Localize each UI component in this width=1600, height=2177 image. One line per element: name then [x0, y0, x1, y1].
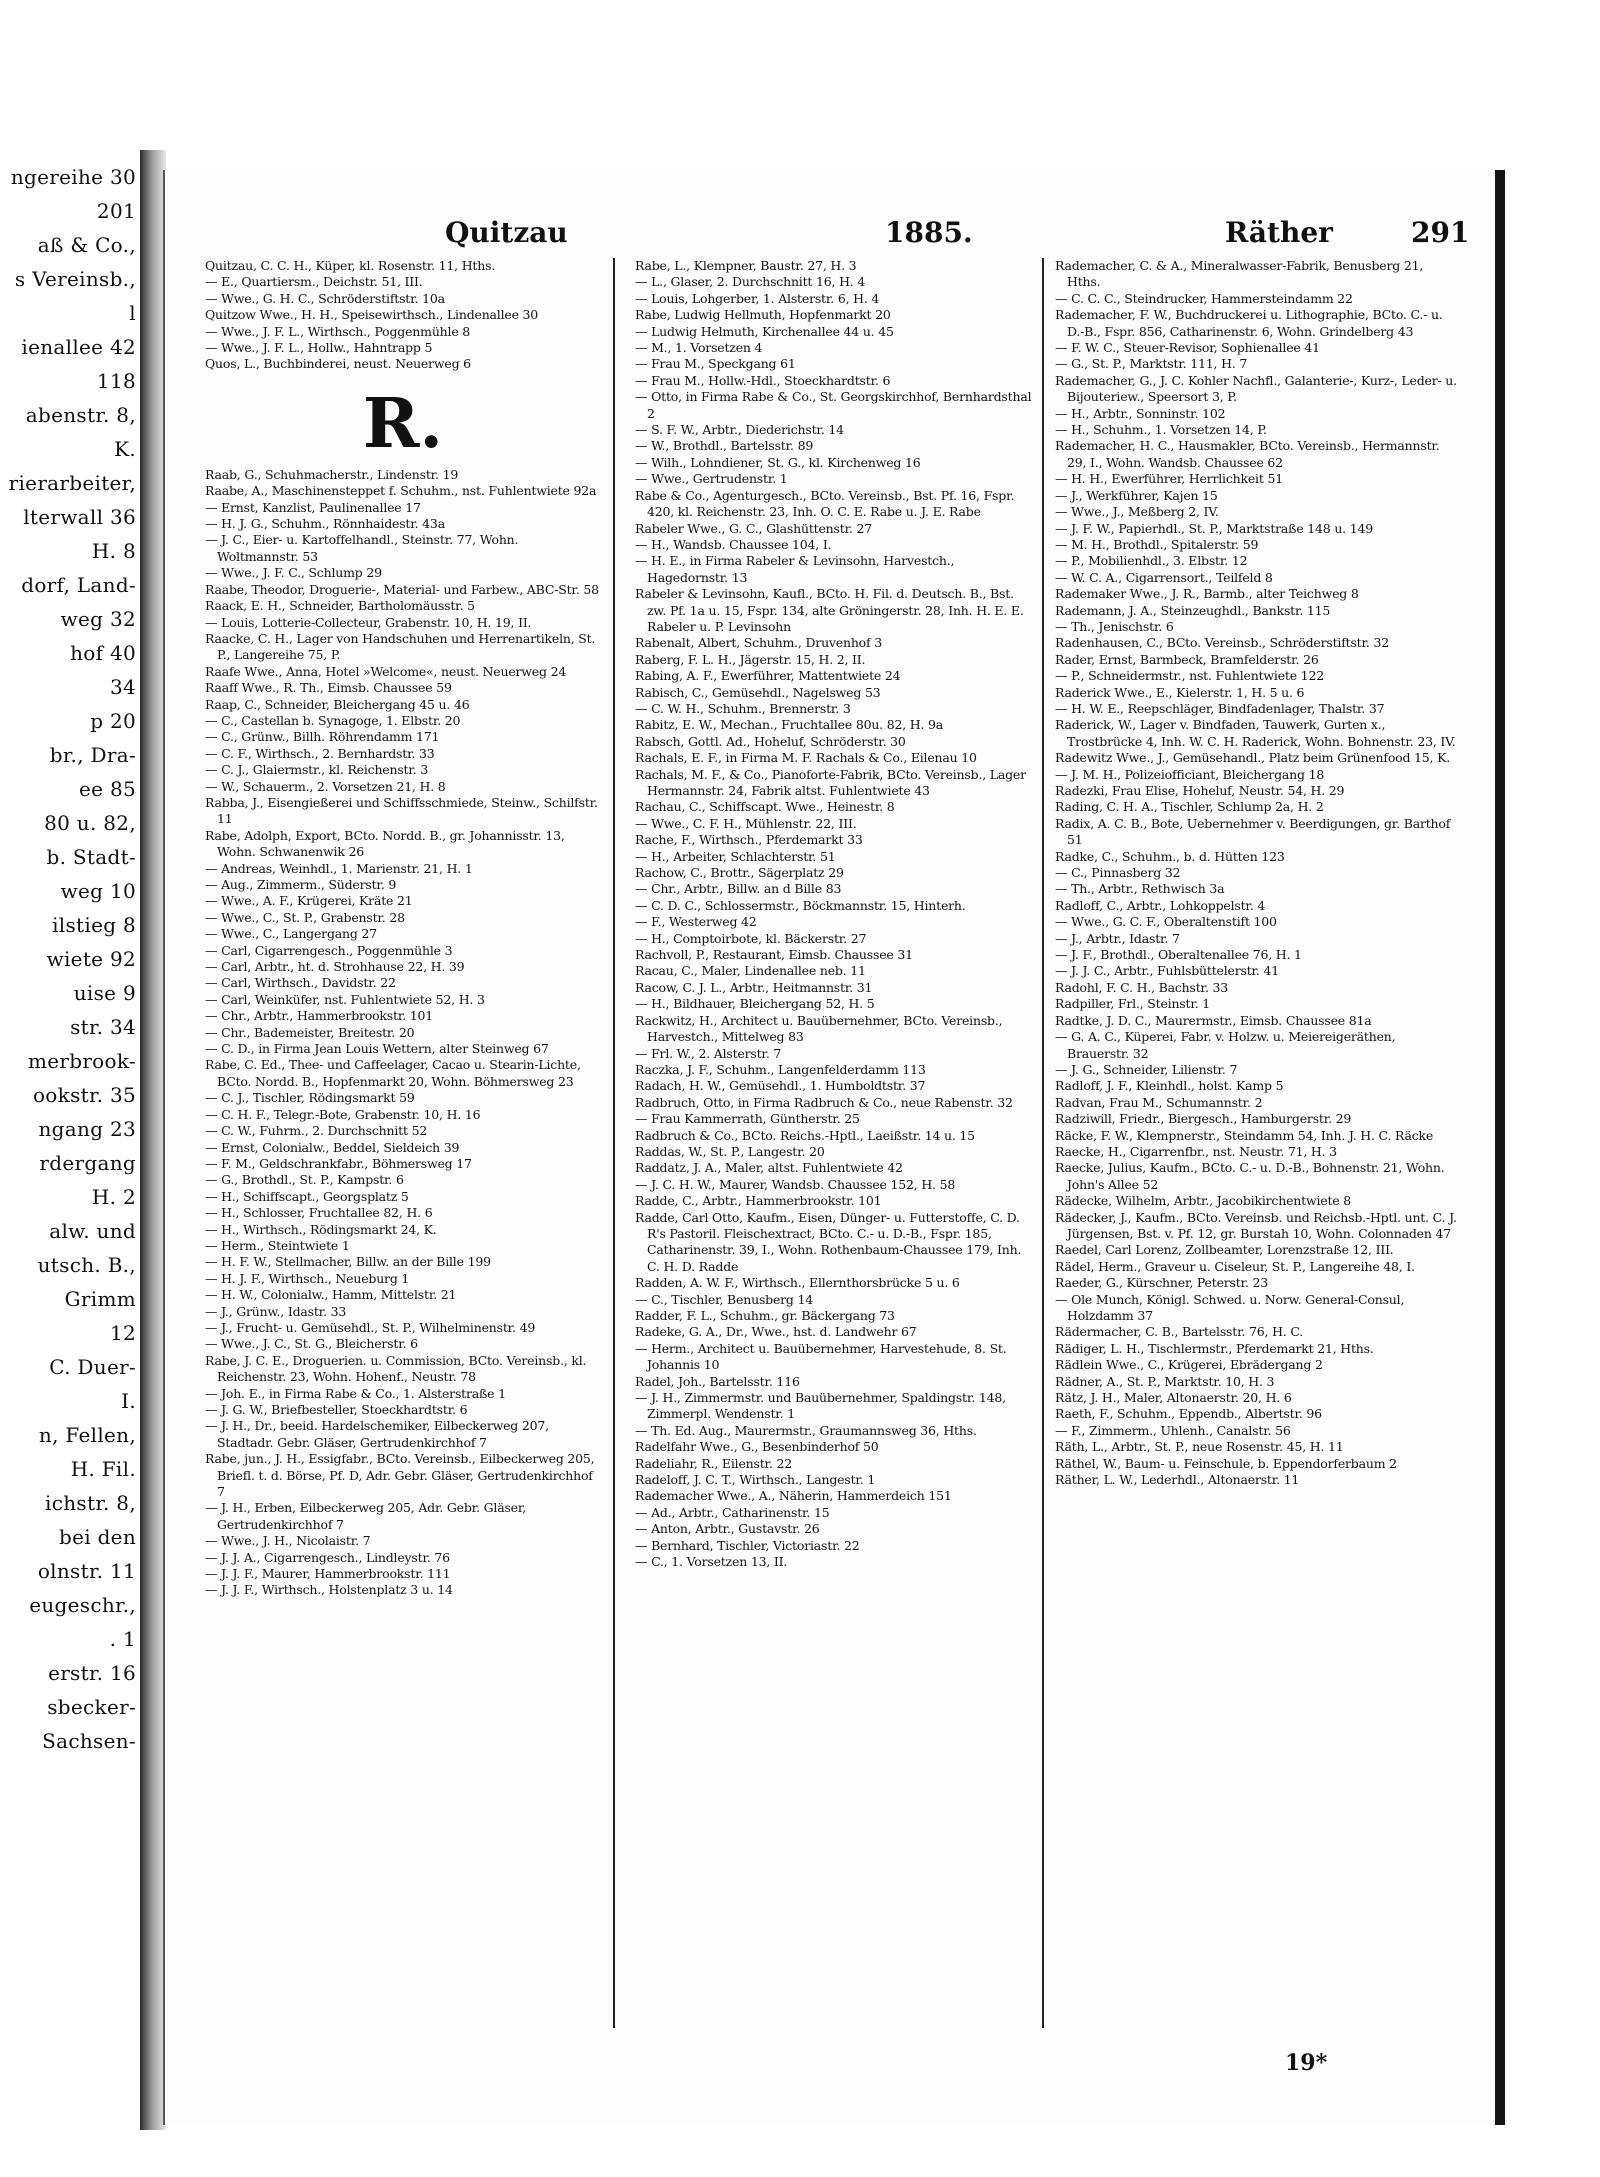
left-page-line: erstr. 16: [48, 1661, 136, 1685]
left-page-line: ilstieg 8: [52, 913, 136, 937]
directory-entry: Rabsch, Gottl. Ad., Hoheluf, Schröderstr. 30: [635, 733, 906, 749]
directory-entry: Quitzow Wwe., H. H., Speisewirthsch., Lindenallee 30: [205, 307, 539, 323]
directory-entry: Rabenalt, Albert, Schuhm., Druvenhof 3: [635, 635, 882, 651]
directory-entry: — H. E., in Firma Rabeler & Levinsohn, Harvestch., Hagedornstr. 13: [635, 553, 955, 585]
left-page-line: I.: [121, 1389, 136, 1413]
directory-entry: Radel, Joh., Bartelsstr. 116: [635, 1373, 800, 1389]
directory-entry: Radach, H. W., Gemüsehdl., 1. Humboldtstr. 37: [635, 1078, 926, 1094]
directory-entry: — H., Wirthsch., Rödingsmarkt 24, K.: [205, 1221, 437, 1237]
directory-entry: Rabeler Wwe., G. C., Glashüttenstr. 27: [635, 520, 873, 536]
directory-entry: Quos, L., Buchbinderei, neust. Neuerweg 6: [205, 356, 471, 372]
directory-entry: — Th. Ed. Aug., Maurermstr., Graumannsweg 36, Hths.: [635, 1422, 977, 1438]
left-page-line: wiete 92: [46, 947, 136, 971]
directory-entry: Raaff Wwe., R. Th., Eimsb. Chaussee 59: [205, 680, 452, 696]
directory-entry: Rademacher, H. C., Hausmakler, BCto. Vereinsb., Hermannstr. 29, I., Wohn. Wandsb. Chaussee 62: [1055, 438, 1440, 470]
directory-entry: — Chr., Arbtr., Billw. an d Bille 83: [635, 881, 842, 897]
directory-entry: Rädecke, Wilhelm, Arbtr., Jacobikirchentwiete 8: [1055, 1193, 1351, 1209]
directory-entry: — M. H., Brothdl., Spitalerstr. 59: [1055, 536, 1259, 552]
directory-entry: — H. W., Colonialw., Hamm, Mittelstr. 21: [205, 1287, 457, 1303]
left-page-fragment: [0, 160, 146, 2120]
directory-entry: — J. J. C., Arbtr., Fuhlsbüttelerstr. 41: [1055, 963, 1279, 979]
left-page-line: l: [129, 301, 136, 325]
directory-entry: Rackwitz, H., Architect u. Bauübernehmer, BCto. Vereinsb., Harvestch., Mittelweg 83: [635, 1012, 1003, 1045]
directory-entry: — Louis, Lotterie-Collecteur, Grabenstr. 10, H. 19, II.: [205, 614, 532, 630]
directory-entry: Radpiller, Frl., Steinstr. 1: [1055, 996, 1211, 1012]
directory-entry: Raabe, Theodor, Droguerie-, Material- und Farbew., ABC-Str. 58: [205, 581, 599, 597]
directory-entry: — F. W. C., Steuer-Revisor, Sophienallee 41: [1055, 340, 1320, 356]
left-page-line: Sachsen-: [42, 1729, 136, 1753]
directory-entry: — Wilh., Lohndiener, St. G., kl. Kirchenweg 16: [635, 454, 921, 470]
left-page-line: ngang 23: [38, 1117, 136, 1141]
directory-entry: — J., Frucht- u. Gemüsehdl., St. P., Wilhelminenstr. 49: [205, 1319, 536, 1335]
directory-entry: Raczka, J. F., Schuhm., Langenfelderdamm 113: [635, 1061, 926, 1077]
directory-entry: Radewitz Wwe., J., Gemüsehandl., Platz beim Grünenfood 15, K.: [1055, 750, 1451, 766]
directory-entry: Rabeler & Levinsohn, Kaufl., BCto. H. Fil. d. Deutsch. B., Bst. zw. Pf. 1a u. 15, Fspr. 134, alte Gröningerstr. 28, Inh. H. E. E. Rabeler u. P. Levinsohn: [635, 586, 1024, 634]
left-page-line: dorf, Land-: [21, 573, 136, 597]
directory-entry: Rätz, J. H., Maler, Altonaerstr. 20, H. 6: [1055, 1390, 1292, 1406]
directory-entry: — Wwe., C. F. H., Mühlenstr. 22, III.: [635, 815, 857, 831]
section-letter: R.: [362, 383, 444, 464]
directory-entry: Radbruch & Co., BCto. Reichs.-Hptl., Laeißstr. 14 u. 15: [635, 1127, 975, 1143]
directory-entry: Rädlein Wwe., C., Krügerei, Ebrädergang 2: [1055, 1357, 1323, 1373]
directory-entry: Rädiger, L. H., Tischlermstr., Pferdemarkt 21, Hths.: [1055, 1340, 1374, 1356]
directory-entry: Radloff, J. F., Kleinhdl., holst. Kamp 5: [1055, 1078, 1284, 1094]
directory-entry: — Andreas, Weinhdl., 1. Marienstr. 21, H. 1: [205, 860, 473, 876]
directory-entry: — Frau M., Speckgang 61: [635, 356, 796, 372]
directory-entry: Rademacher, C. & A., Mineralwasser-Fabrik, Benusberg 21, Hths.: [1055, 258, 1424, 290]
directory-entry: — C., Tischler, Benusberg 14: [635, 1291, 814, 1307]
left-page-line: 118: [96, 369, 136, 393]
directory-entry: Radder, F. L., Schuhm., gr. Bäckergang 73: [635, 1308, 895, 1323]
directory-entry: — J. J. A., Cigarrengesch., Lindleystr. 76: [205, 1549, 450, 1565]
directory-entry: Raap, C., Schneider, Bleichergang 45 u. 46: [205, 696, 470, 712]
directory-entry: — Frau Kammerrath, Güntherstr. 25: [635, 1111, 860, 1127]
directory-entry: Raderick, W., Lager v. Bindfaden, Tauwerk, Gurten x., Trostbrücke 4, Inh. W. C. H. Raderick, Wohn. Bohnenstr. 23, IV.: [1055, 717, 1456, 749]
directory-entry: — H., Schuhm., 1. Vorsetzen 14, P.: [1055, 422, 1267, 438]
directory-entry: Radix, A. C. B., Bote, Uebernehmer v. Beerdigungen, gr. Barthof 51: [1055, 815, 1451, 848]
directory-entry: Radke, C., Schuhm., b. d. Hütten 123: [1055, 848, 1285, 864]
directory-entry: Rabe & Co., Agenturgesch., BCto. Vereinsb., Bst. Pf. 16, Fspr. 420, kl. Reichenstr. 23, Inh. O. C. E. Rabe u. J. E. Rabe: [635, 487, 1015, 520]
directory-entry: Radloff, C., Arbtr., Lohkoppelstr. 4: [1055, 897, 1266, 913]
directory-entry: Rachau, C., Schiffscapt. Wwe., Heinestr. 8: [635, 799, 895, 815]
directory-entry: Radezki, Frau Elise, Hoheluf, Neustr. 54, H. 29: [1055, 783, 1345, 798]
left-page-line: rdergang: [39, 1151, 136, 1175]
directory-entry: Radden, A. W. F., Wirthsch., Ellernthorsbrücke 5 u. 6: [635, 1275, 960, 1291]
directory-entry: — Frl. W., 2. Alsterstr. 7: [635, 1045, 782, 1061]
directory-entry: Rabba, J., Eisengießerei und Schiffsschmiede, Steinw., Schilfstr. 11: [205, 794, 598, 827]
left-page-line: abenstr. 8,: [25, 403, 136, 427]
directory-entry: — H. J. G., Schuhm., Rönnhaidestr. 43a: [205, 516, 445, 532]
directory-entry: Rabing, A. F., Ewerführer, Mattentwiete 24: [635, 668, 901, 684]
directory-entry: — H., Arbeiter, Schlachterstr. 51: [635, 848, 836, 864]
directory-entry: — J. J. F., Maurer, Hammerbrookstr. 111: [205, 1566, 451, 1582]
directory-entry: Raedel, Carl Lorenz, Zollbeamter, Lorenzstraße 12, III.: [1055, 1242, 1394, 1258]
directory-entry: — Chr., Arbtr., Hammerbrookstr. 101: [205, 1008, 434, 1024]
column-2: [635, 258, 1033, 2058]
directory-entry: Radelfahr Wwe., G., Besenbinderhof 50: [635, 1439, 879, 1455]
left-page-line: H. 8: [91, 539, 136, 563]
directory-entry: Räthel, W., Baum- u. Feinschule, b. Eppendorferbaum 2: [1055, 1455, 1397, 1471]
directory-entry: Radde, Carl Otto, Kaufm., Eisen, Dünger- u. Futterstoffe, C. D. R's Pastoril. Fleischextract, BCto. C.- u. D.-B., Fspr. 185, Catharinenstr. 39, I., Wohn. Rothenbaum-Chaussee 179, Inh. C. H. D. Radde: [635, 1209, 1022, 1274]
directory-entry: Radeloff, J. C. T., Wirthsch., Langestr. 1: [635, 1472, 876, 1488]
directory-entry: — H., Wandsb. Chaussee 104, I.: [635, 536, 832, 552]
left-page-line: ngereihe 30: [10, 165, 136, 189]
directory-entry: Radziwill, Friedr., Biergesch., Hamburgerstr. 29: [1055, 1111, 1352, 1127]
directory-entry: — W., Brothdl., Bartelsstr. 89: [635, 438, 814, 454]
directory-entry: — Herm., Steintwiete 1: [205, 1237, 350, 1253]
directory-entry: — C. D., in Firma Jean Louis Wettern, alter Steinweg 67: [205, 1041, 549, 1057]
column-divider: [1042, 258, 1044, 2028]
directory-entry: — Aug., Zimmerm., Süderstr. 9: [205, 877, 397, 892]
left-page-line: weg 10: [60, 879, 136, 903]
directory-entry: — H., Arbtr., Sonninstr. 102: [1055, 405, 1226, 421]
directory-entry: — C., Castellan b. Synagoge, 1. Elbstr. 20: [205, 712, 461, 728]
directory-entry: Raab, G., Schuhmacherstr., Lindenstr. 19: [205, 466, 459, 482]
directory-entry: — P., Mobilienhdl., 3. Elbstr. 12: [1055, 553, 1248, 569]
column-1: [205, 258, 601, 2058]
directory-entry: Radenhausen, C., BCto. Vereinsb., Schröderstiftstr. 32: [1055, 635, 1389, 651]
directory-entry: Raack, E. H., Schneider, Bartholomäusstr. 5: [205, 598, 475, 614]
left-page-line: weg 32: [60, 607, 136, 631]
directory-entry: — J. F. W., Papierhdl., St. P., Marktstraße 148 u. 149: [1055, 520, 1373, 536]
directory-entry: Raecke, Julius, Kaufm., BCto. C.- u. D.-B., Bohnenstr. 21, Wohn. John's Allee 52: [1055, 1160, 1445, 1192]
directory-entry: — Wwe., G. C. F., Oberaltenstift 100: [1055, 914, 1277, 930]
left-page-line: b. Stadt-: [46, 845, 136, 869]
directory-entry: Radeliahr, R., Eilenstr. 22: [635, 1455, 792, 1471]
header-year: 1885.: [885, 216, 973, 249]
directory-entry: — Wwe., J. H., Nicolaistr. 7: [205, 1533, 371, 1549]
directory-entry: Rademacher Wwe., A., Näherin, Hammerdeich 151: [635, 1488, 952, 1504]
left-page-line: n, Fellen,: [38, 1423, 136, 1447]
directory-entry: — G., St. P., Marktstr. 111, H. 7: [1055, 356, 1248, 372]
directory-entry: Quitzau, C. C. H., Küper, kl. Rosenstr. 11, Hths.: [205, 258, 496, 273]
directory-entry: — C. J., Tischler, Rödingsmarkt 59: [205, 1090, 415, 1106]
directory-entry: Radohl, F. C. H., Bachstr. 33: [1055, 979, 1229, 995]
directory-entry: — Herm., Architect u. Bauübernehmer, Harvestehude, 8. St. Johannis 10: [635, 1340, 1007, 1373]
directory-entry: — G., Brothdl., St. P., Kampstr. 6: [205, 1172, 404, 1188]
directory-entry: — Wwe., J., Meßberg 2, IV.: [1055, 504, 1219, 520]
directory-entry: — Ernst, Kanzlist, Paulinenallee 17: [205, 499, 421, 515]
directory-entry: — Carl, Arbtr., ht. d. Strohhause 22, H. 39: [205, 959, 465, 975]
directory-entry: Rädecker, J., Kaufm., BCto. Vereinsb. und Reichsb.-Hptl. unt. C. J. Jürgensen, Bst. v. Pf. 12, gr. Burstah 10, Wohn. Colonnaden 47: [1055, 1209, 1457, 1241]
directory-entry: — Th., Arbtr., Rethwisch 3a: [1055, 881, 1225, 897]
directory-entry: — H., Bildhauer, Bleichergang 52, H. 5: [635, 996, 875, 1012]
directory-entry: — H. W. E., Reepschläger, Bindfadenlager, Thalstr. 37: [1055, 700, 1385, 716]
directory-entry: — S. F. W., Arbtr., Diederichstr. 14: [635, 422, 844, 438]
directory-entry: — J. F., Brothdl., Oberaltenallee 76, H. 1: [1055, 947, 1302, 963]
left-page-line: hof 40: [70, 641, 136, 665]
directory-entry: Raafe Wwe., Anna, Hotel »Welcome«, neust. Neuerweg 24: [205, 663, 567, 679]
directory-entry: Räcke, F. W., Klempnerstr., Steindamm 54, Inh. J. H. C. Räcke: [1055, 1127, 1434, 1143]
directory-entry: — C. W. H., Schuhm., Brennerstr. 3: [635, 700, 851, 716]
left-page-line: eugeschr.,: [29, 1593, 136, 1617]
directory-entry: Radtke, J. D. C., Maurermstr., Eimsb. Chaussee 81a: [1055, 1012, 1372, 1028]
directory-entry: Raeth, F., Schuhm., Eppendb., Albertstr. 96: [1055, 1406, 1322, 1422]
directory-entry: Rabe, J. C. E., Droguerien. u. Commission, BCto. Vereinsb., kl. Reichenstr. 23, Wohn. Hohenf., Neustr. 78: [205, 1352, 587, 1385]
directory-entry: — C. H. F., Telegr.-Bote, Grabenstr. 10, H. 16: [205, 1106, 481, 1122]
directory-entry: Rädermacher, C. B., Bartelsstr. 76, H. C.: [1055, 1324, 1304, 1340]
directory-entry: — Ludwig Helmuth, Kirchenallee 44 u. 45: [635, 323, 894, 339]
directory-entry: — H., Comptoirbote, kl. Bäckerstr. 27: [635, 930, 867, 946]
directory-entry: Raabe, A., Maschinensteppet f. Schuhm., nst. Fuhlentwiete 92a: [205, 483, 597, 499]
directory-entry: — J. H., Zimmermstr. und Bauübernehmer, Spaldingstr. 148, Zimmerpl. Wendenstr. 1: [635, 1390, 1006, 1422]
directory-entry: — C. W., Fuhrm., 2. Durchschnitt 52: [205, 1123, 428, 1139]
directory-entry: Rabe, C. Ed., Thee- und Caffeelager, Cacao u. Stearin-Lichte, BCto. Nordd. B., Hopfenmarkt 20, Wohn. Böhmersweg 23: [205, 1057, 581, 1089]
header-right-keyword: Räther: [1225, 216, 1333, 249]
left-page-line: 12: [109, 1321, 136, 1345]
directory-entry: Rademacher, F. W., Buchdruckerei u. Lithographie, BCto. C.- u. D.-B., Fspr. 856, Catharinenstr. 6, Wohn. Grindelberg 43: [1055, 307, 1443, 339]
directory-entry: — Wwe., J. F. L., Hollw., Hahntrapp 5: [205, 340, 433, 356]
directory-entry: — Chr., Bademeister, Breitestr. 20: [205, 1024, 415, 1040]
directory-entry: — J. H., Erben, Eilbeckerweg 205, Adr. Gebr. Gläser, Gertrudenkirchhof 7: [205, 1500, 527, 1532]
directory-entry: Raddatz, J. A., Maler, altst. Fuhlentwiete 42: [635, 1160, 903, 1176]
directory-entry: Rademann, J. A., Steinzeughdl., Bankstr. 115: [1055, 602, 1331, 618]
directory-entry: — Wwe., Gertrudenstr. 1: [635, 471, 788, 487]
left-page-line: utsch. B.,: [37, 1253, 136, 1277]
directory-page: [165, 170, 1505, 2125]
directory-entry: — Wwe., J. F. C., Schlump 29: [205, 565, 382, 581]
directory-entry: — Wwe., A. F., Krügerei, Kräte 21: [205, 893, 413, 909]
directory-entry: — P., Schneidermstr., nst. Fuhlentwiete 122: [1055, 668, 1324, 684]
directory-entry: — H. F. W., Stellmacher, Billw. an der Bille 199: [205, 1254, 491, 1270]
directory-entry: — H. J. F., Wirthsch., Neueburg 1: [205, 1270, 410, 1286]
directory-entry: — Wwe., G. H. C., Schröderstiftstr. 10a: [205, 290, 445, 306]
directory-entry: — G. A. C., Küperei, Fabr. v. Holzw. u. Meiereigeräthen, Brauerstr. 32: [1055, 1029, 1396, 1061]
directory-entry: — Carl, Wirthsch., Davidstr. 22: [205, 975, 396, 991]
left-page-line: aß & Co.,: [37, 233, 136, 257]
directory-entry: Radvan, Frau M., Schumannstr. 2: [1055, 1094, 1263, 1110]
directory-entry: — J. C., Eier- u. Kartoffelhandl., Steinstr. 77, Wohn. Woltmannstr. 53: [205, 532, 519, 564]
left-page-line: C. Duer-: [49, 1355, 136, 1379]
directory-entry: — Anton, Arbtr., Gustavstr. 26: [635, 1521, 820, 1537]
directory-entry: Raderick Wwe., E., Kielerstr. 1, H. 5 u. 6: [1055, 684, 1305, 700]
left-page-line: olnstr. 11: [37, 1559, 136, 1583]
directory-entry: Racau, C., Maler, Lindenallee neb. 11: [635, 963, 866, 979]
column-3: [1055, 258, 1457, 2058]
directory-entry: Raacke, C. H., Lager von Handschuhen und Herrenartikeln, St. P., Langereihe 75, P.: [205, 630, 596, 663]
directory-entry: — E., Quartiersm., Deichstr. 51, III.: [205, 274, 423, 290]
left-page-line: lterwall 36: [23, 505, 136, 529]
directory-entry: — J. H., Dr., beeid. Hardelschemiker, Eilbeckerweg 207, Stadtadr. Gebr. Gläser, Gertrudenkirchhof 7: [205, 1418, 549, 1450]
directory-entry: Rabitz, E. W., Mechan., Fruchtallee 80u. 82, H. 9a: [635, 717, 944, 733]
directory-entry: — Wwe., C., Langergang 27: [205, 926, 377, 942]
directory-entry: — L., Glaser, 2. Durchschnitt 16, H. 4: [635, 274, 866, 290]
left-page-line: bei den: [58, 1525, 136, 1549]
directory-entry: — J. C. H. W., Maurer, Wandsb. Chaussee 152, H. 58: [635, 1176, 956, 1192]
directory-entry: Rademaker Wwe., J. R., Barmb., alter Teichweg 8: [1055, 586, 1359, 602]
directory-entry: — C. F., Wirthsch., 2. Bernhardstr. 33: [205, 745, 435, 761]
directory-entry: — J. G. W., Briefbesteller, Stoeckhardtstr. 6: [205, 1402, 468, 1417]
directory-entry: — J. M. H., Polizeiofficiant, Bleichergang 18: [1055, 766, 1325, 782]
left-page-line: 34: [109, 675, 136, 699]
directory-entry: — H. H., Ewerführer, Herrlichkeit 51: [1055, 471, 1283, 487]
directory-entry: Rabe, Adolph, Export, BCto. Nordd. B., gr. Johannisstr. 13, Wohn. Schwanenwik 26: [205, 827, 565, 860]
directory-entry: Rädner, A., St. P., Marktstr. 10, H. 3: [1055, 1373, 1275, 1389]
directory-entry: — C., 1. Vorsetzen 13, II.: [635, 1554, 788, 1570]
directory-entry: Racow, C. J. L., Arbtr., Heitmannstr. 31: [635, 979, 873, 995]
directory-entry: — Frau M., Hollw.-Hdl., Stoeckhardtstr. 6: [635, 372, 891, 388]
header-left-keyword: Quitzau: [445, 216, 568, 249]
left-page-line: ichstr. 8,: [45, 1491, 136, 1515]
directory-entry: Räth, L., Arbtr., St. P., neue Rosenstr. 45, H. 11: [1055, 1439, 1344, 1455]
directory-entry: Radbruch, Otto, in Firma Radbruch & Co., neue Rabenstr. 32: [635, 1094, 1013, 1110]
left-page-line: s Vereinsb.,: [14, 267, 136, 291]
left-page-line: rierarbeiter,: [8, 471, 136, 495]
signature-mark: 19*: [1285, 2050, 1328, 2076]
directory-entry: Rädel, Herm., Graveur u. Ciseleur, St. P., Langereihe 48, I.: [1055, 1258, 1415, 1274]
left-page-line: ookstr. 35: [32, 1083, 136, 1107]
directory-entry: — W., Schauerm., 2. Vorsetzen 21, H. 8: [205, 778, 446, 794]
left-page-line: H. Fil.: [70, 1457, 136, 1481]
left-page-line: ienallee 42: [21, 335, 136, 359]
left-page-line: Grimm: [64, 1287, 136, 1311]
directory-entry: — J. G., Schneider, Lilienstr. 7: [1055, 1061, 1238, 1077]
page-header: [215, 216, 1475, 256]
directory-entry: — Ole Munch, Königl. Schwed. u. Norw. General-Consul, Holzdamm 37: [1055, 1291, 1405, 1323]
directory-entry: Rachvoll, P., Restaurant, Eimsb. Chaussee 31: [635, 947, 913, 963]
column-divider: [613, 258, 615, 2028]
left-page-line: 201: [96, 199, 136, 223]
left-page-line: 80 u. 82,: [44, 811, 136, 835]
directory-entry: Raeder, G., Kürschner, Peterstr. 23: [1055, 1275, 1269, 1291]
left-page-line: br., Dra-: [49, 743, 136, 767]
directory-entry: — W. C. A., Cigarrensort., Teilfeld 8: [1055, 569, 1273, 585]
directory-entry: — Wwe., J. C., St. G., Bleicherstr. 6: [205, 1336, 418, 1352]
directory-entry: — F. M., Geldschrankfabr., Böhmersweg 17: [205, 1155, 472, 1171]
directory-entry: — Otto, in Firma Rabe & Co., St. Georgskirchhof, Bernhardsthal 2: [635, 389, 1032, 421]
directory-entry: — C. D. C., Schlossermstr., Böckmannstr. 15, Hinterh.: [635, 897, 966, 913]
left-page-line: H. 2: [91, 1185, 136, 1209]
directory-entry: — C. J., Glaiermstr., kl. Reichenstr. 3: [205, 762, 429, 778]
directory-entry: — C. C. C., Steindrucker, Hammersteindamm 22: [1055, 290, 1353, 306]
left-page-line: alw. und: [49, 1219, 136, 1243]
directory-entry: — J. J. F., Wirthsch., Holstenplatz 3 u. 14: [205, 1582, 453, 1598]
directory-entry: — C., Pinnasberg 32: [1055, 865, 1181, 881]
directory-entry: Rache, F., Wirthsch., Pferdemarkt 33: [635, 832, 863, 848]
directory-entry: — Wwe., C., St. P., Grabenstr. 28: [205, 909, 405, 925]
directory-entry: Rader, Ernst, Barmbeck, Bramfelderstr. 26: [1055, 651, 1319, 667]
directory-entry: — J., Arbtr., Idastr. 7: [1055, 930, 1180, 946]
directory-entry: Rademacher, G., J. C. Kohler Nachfl., Galanterie-, Kurz-, Leder- u. Bijouteriew., Speersort 3, P.: [1055, 372, 1457, 405]
directory-entry: — F., Westerweg 42: [635, 914, 757, 930]
directory-entry: — Th., Jenischstr. 6: [1055, 618, 1174, 634]
left-page-line: uise 9: [73, 981, 136, 1005]
directory-entry: Raecke, H., Cigarrenfbr., nst. Neustr. 71, H. 3: [1055, 1143, 1337, 1159]
book-gutter: [140, 150, 166, 2130]
left-page-line: str. 34: [70, 1015, 136, 1039]
directory-entry: — J., Werkführer, Kajen 15: [1055, 487, 1218, 503]
left-page-line: K.: [114, 437, 136, 461]
directory-entry: — H., Schiffscapt., Georgsplatz 5: [205, 1188, 409, 1204]
directory-entry: — Louis, Lohgerber, 1. Alsterstr. 6, H. 4: [635, 290, 880, 306]
directory-entry: Radde, C., Arbtr., Hammerbrookstr. 101: [635, 1193, 882, 1209]
directory-entry: Rabe, Ludwig Hellmuth, Hopfenmarkt 20: [635, 307, 891, 323]
directory-entry: — J., Grünw., Idastr. 33: [205, 1303, 347, 1319]
directory-entry: — Joh. E., in Firma Rabe & Co., 1. Alsterstraße 1: [205, 1385, 506, 1401]
directory-entry: Raberg, F. L. H., Jägerstr. 15, H. 2, II.: [635, 651, 866, 667]
directory-entry: — Bernhard, Tischler, Victoriastr. 22: [635, 1537, 860, 1553]
left-page-line: merbrook-: [27, 1049, 136, 1073]
directory-entry: Rachals, M. F., & Co., Pianoforte-Fabrik, BCto. Vereinsb., Lager Hermannstr. 24, Fabrik altst. Fuhlentwiete 43: [635, 766, 1026, 798]
directory-entry: — Ad., Arbtr., Catharinenstr. 15: [635, 1504, 830, 1520]
directory-entry: — Carl, Weinküfer, nst. Fuhlentwiete 52, H. 3: [205, 991, 485, 1007]
directory-entry: — H., Schlosser, Fruchtallee 82, H. 6: [205, 1205, 433, 1221]
directory-entry: — Carl, Cigarrengesch., Poggenmühle 3: [205, 942, 453, 958]
directory-entry: — F., Zimmerm., Uhlenh., Canalstr. 56: [1055, 1422, 1291, 1438]
directory-entry: — M., 1. Vorsetzen 4: [635, 340, 763, 356]
directory-entry: Rabisch, C., Gemüsehdl., Nagelsweg 53: [635, 684, 881, 700]
directory-entry: — Wwe., J. F. L., Wirthsch., Poggenmühle 8: [205, 323, 471, 339]
directory-entry: Rachow, C., Brottr., Sägerplatz 29: [635, 865, 844, 881]
directory-entry: Räther, L. W., Lederhdl., Altonaerstr. 11: [1055, 1472, 1300, 1488]
directory-entry: Rading, C. H. A., Tischler, Schlump 2a, H. 2: [1055, 799, 1324, 815]
directory-entry: Radeke, G. A., Dr., Wwe., hst. d. Landwehr 67: [635, 1324, 917, 1340]
left-page-line: sbecker-: [47, 1695, 136, 1719]
left-page-line: p 20: [90, 709, 136, 733]
directory-entry: Rabe, jun., J. H., Essigfabr., BCto. Vereinsb., Eilbeckerweg 205, Briefl. t. d. Börse, Pf. D, Adr. Gebr. Gläser, Gertrudenkirchhof 7: [205, 1451, 595, 1500]
left-page-line: . 1: [109, 1627, 136, 1651]
page-number: 291: [1411, 216, 1470, 249]
directory-entry: Rachals, E. F., in Firma M. F. Rachals & Co., Eilenau 10: [635, 750, 977, 766]
directory-entry: Raddas, W., St. P., Langestr. 20: [635, 1143, 825, 1159]
directory-entry: Rabe, L., Klempner, Baustr. 27, H. 3: [635, 258, 857, 273]
directory-entry: — C., Grünw., Billh. Röhrendamm 171: [205, 729, 440, 745]
left-page-line: ee 85: [79, 777, 136, 801]
directory-entry: — Ernst, Colonialw., Beddel, Sieldeich 39: [205, 1139, 460, 1155]
